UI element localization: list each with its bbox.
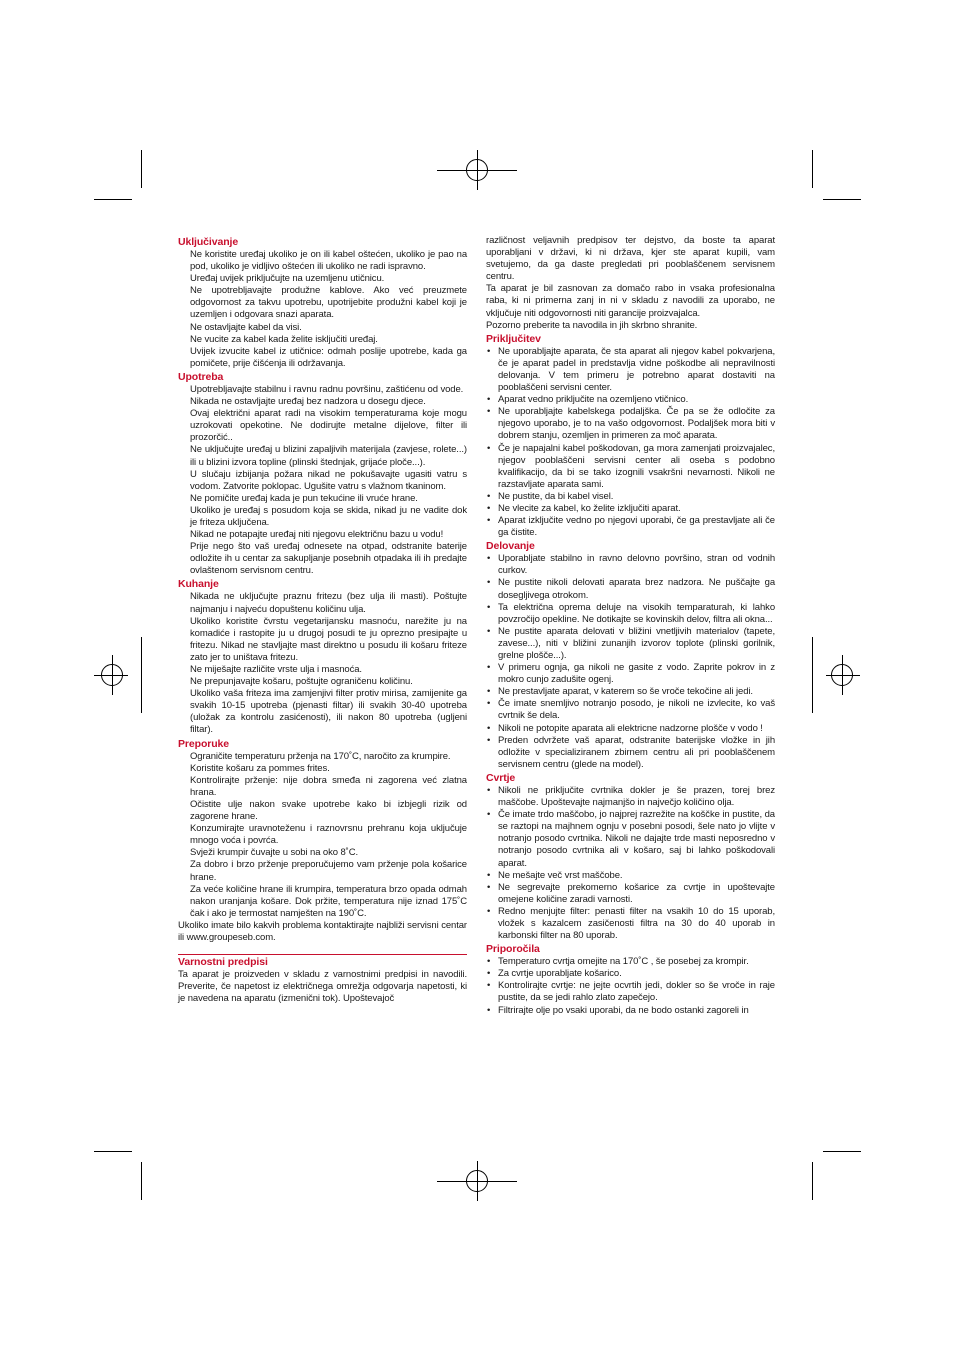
section-heading-cvrtje: Cvrtje — [486, 771, 516, 784]
crop-mark — [141, 1162, 142, 1200]
bullet-item: • Ne pustite aparata delovati v bližini vnetljivih materialov (tapete, zavese...), niti v bližini zunanjih izvorov toplote (plinski gorilnik, grelne plošče...). — [486, 626, 775, 662]
right-column — [486, 235, 775, 1017]
section-heading-prikljucitev: Priključitev — [486, 332, 541, 345]
bullet-item: • Aparat izključite vedno po njegovi uporabi, če ga prestavljate ali če ga čistite. — [486, 515, 775, 539]
bullet-item: • V primeru ognja, ga nikoli ne gasite z vodo. Zaprite pokrov in z mokro cunjo zadušite ogenj. — [486, 662, 775, 686]
bullet-item: • Filtrirajte olje po vsaki uporabi, da ne bodo ostanki zagoreli in — [486, 1005, 775, 1017]
bullet-item: • Ne pustite, da bi kabel visel. — [486, 491, 775, 503]
section-heading-priporocila: Priporočila — [486, 943, 540, 956]
paragraph: Za dobro i brzo prženje preporučujemo vam prženje pola košarice hrane. — [190, 859, 467, 883]
left-column — [178, 235, 467, 1005]
paragraph: Nikada ne uključujte praznu fritezu (bez ulja ili masti). Poštujte najmanju i najveću dopuštenu količinu ulja. — [190, 591, 467, 615]
bullet-item: • Preden odvržete vaš aparat, odstranite baterijske vložke in jih odložite v specializiranem zbirnem centru ali pri pooblaščenem servisnem centru (glede na model). — [486, 735, 775, 771]
crop-mark — [812, 1162, 813, 1200]
paragraph: Nikada ne ostavljajte uređaj bez nadzora u dosegu djece. — [190, 396, 426, 408]
bullet-item: • Ne segrevajte prekomerno košarice za cvrtje in upoštevajte omejene količine zaradi varnosti. — [486, 882, 775, 906]
bullet-item: • Če je napajalni kabel poškodovan, ga mora zamenjati proizvajalec, njegov pooblaščeni servisni center ali oseba s podobno kvalifikacijo, da bi se tako izognili vsakršni nevarnosti. Nikoli ne razstavljate aparata sami. — [486, 443, 775, 491]
paragraph: Upotrebljavajte stabilnu i ravnu radnu površinu, zaštićenu od vode. — [190, 383, 464, 395]
paragraph: Ne pomičite uređaj kada je pun tekućine ili vruće hrane. — [190, 492, 418, 504]
paragraph: Ne vucite za kabel kada želite isključiti uređaj. — [190, 333, 378, 345]
paragraph: Svježi krumpir čuvajte u sobi na oko 8˚C. — [190, 847, 359, 859]
bullet-item: • Redno menjujte filter: penasti filter na vsakih 10 do 15 uporab, vložek s kazalcem zasičenosti filtra na 30 do 40 uporab in karbonski filter na 80 uporab. — [486, 906, 775, 942]
paragraph: Kontrolirajte prženje: nije dobra smeđa ni zagorena već zlatna hrana. — [190, 774, 467, 798]
paragraph: Ovaj električni aparat radi na visokim temperaturama koje mogu uzrokovati opekotine. Ne dodirujte metalne dijelove, filter ili prozorčić.. — [190, 408, 467, 444]
paragraph: Ta aparat je proizveden v skladu z varnostnimi predpisi in navodili. Preverite, če napetost iz električnega omrežja odgovarja napetosti, ki je navedena na aparatu (izmenični tok). Upoštevajoč — [178, 969, 467, 1005]
paragraph: Ta aparat je bil zasnovan za domačo rabo in vsaka profesionalna raba, ki ni primerna zanj in ni v skladu z navodili za uporabo, ne vključuje niti odgovornosti niti garancije proizvajalca. — [486, 283, 775, 319]
paragraph: Ograničite temperaturu prženja na 170˚C, naročito za krumpire. — [190, 750, 451, 762]
crop-mark — [94, 199, 132, 200]
paragraph: Nikad ne potapajte uređaj niti njegovu električnu bazu u vodu! — [190, 529, 444, 541]
bullet-item: • Če imate snemljivo notranjo posodo, je nikoli ne izvlecite, ko vaš cvrtnik še dela. — [486, 698, 775, 722]
crop-mark — [141, 150, 142, 188]
section-heading-preporuke: Preporuke — [178, 737, 230, 750]
bullet-item: • Ne pustite nikoli delovati aparata brez nadzora. Ne puščajte ga dosegljivega otrokom. — [486, 577, 775, 601]
paragraph: Uvijek izvucite kabel iz utičnice: odmah poslije upotrebe, kada ga pomičete, prije čišćenja ili održavanja. — [190, 345, 467, 369]
paragraph: Ne miješajte različite vrste ulja i masnoća. — [190, 664, 362, 675]
section-heading-ukljucivanje: Uključivanje — [178, 236, 239, 248]
bullet-item: • Nikoli ne priključite cvrtnika dokler je še prazen, torej brez maščobe. Upoštevajte najmanjšo in največjo količino olja. — [486, 785, 775, 809]
bullet-item: • Ne uporabljajte kabelskega podaljška. Če pa se že odločite za njegovo uporabo, je to na vašo odgovornost. Podaljšek mora biti v dobrem stanju, ozemljen in primeren za moč aparata. — [486, 406, 775, 442]
paragraph: Ukoliko koristite čvrstu vegetarijansku masnoću, narežite ju na komadiće i rastopite ju u drugoj posudi te ju oprezno presipajte u fritezu. Nikad ne stavljajte mast direktno u posudu ili košaru friteze zato jer to uništava fritezu. — [190, 615, 467, 663]
bullet-item: • Aparat vedno priključite na ozemljeno vtičnico. — [486, 394, 775, 406]
paragraph: Očistite ulje nakon svake upotrebe kako bi izbjegli rizik od zagorene hrane. — [190, 798, 467, 823]
crop-mark — [812, 150, 813, 188]
bullet-item: • Ne prestavljate aparat, v katerem so še vroče tekočine ali jedi. — [486, 686, 775, 698]
crop-mark — [823, 199, 861, 200]
paragraph: Pozorno preberite ta navodila in jih skrbno shranite. — [486, 319, 698, 331]
paragraph: Ukoliko je uređaj s posudom koja se skida, nikad ju ne vadite dok je friteza uključena. — [190, 504, 467, 528]
bullet-item: • Nikoli ne potopite aparata ali elektricne nadzorne plošče v vodo ! — [486, 723, 775, 735]
section-heading-kuhanje: Kuhanje — [178, 578, 219, 591]
section-heading-upotreba: Upotreba — [178, 370, 224, 383]
paragraph: Koristite košaru za pommes frites. — [190, 762, 330, 774]
crop-mark — [94, 1151, 132, 1152]
paragraph: Ne prepunjavajte košaru, poštujte ograničenu količinu. — [190, 676, 413, 688]
bullet-item: • Ne uporabljajte aparata, če sta aparat ali njegov kabel pokvarjena, če je aparat padel in predstavlja vidne poškodbe ali nepravilnosti delovanja. V tem primeru je potrebno aparat dostaviti na pooblaščeni servisni center. — [486, 346, 775, 394]
paragraph: U slučaju izbijanja požara nikad ne pokušavajte ugasiti vatru s vodom. Zatvorite poklopac. Ugušite vatru s vlažnom tkaninom. — [190, 468, 467, 492]
bullet-item: • Ne vlecite za kabel, ko želite izključiti aparat. — [486, 503, 775, 515]
paragraph: Ne uključujte uređaj u blizini zapaljivih materijala (zavjese, rolete...) ili u blizini izvora topline (plinski štednjak, grijaće ploče...). — [190, 444, 467, 468]
paragraph: Prije nego što vaš uređaj odnesete na otpad, odstranite baterije odložite ih u centar za sakupljanje posebnih otpadaka ili ih predajte ovlaštenom servisnom centru. — [190, 541, 467, 577]
paragraph: različnost veljavnih predpisov ter dejstvo, da boste ta aparat uporabljani v državi, ki ni država, kjer ste aparat kupili, vam svetujemo, da ga daste pregledati pri pooblaščenem servisnem centru. — [486, 235, 775, 283]
bullet-item: • Kontrolirajte cvrtje: ne jejte ocvrtih jedi, dokler so še vroče in raje pustite, da se jedi rahlo zlato zapečejo. — [486, 980, 775, 1004]
section-heading-delovanje: Delovanje — [486, 540, 535, 553]
bullet-item: • Ta električna oprema deluje na visokih temparaturah, ki lahko povzročijo opekline. Ne dotikajte se kovinskih delov, filtra ali okna... — [486, 602, 775, 626]
paragraph: Ukoliko vaša friteza ima zamjenjivi filter protiv mirisa, zamijenite ga svakih 10-15 upotreba (pjenasti filtar) ili svakih 30-40 upotreba (uložak za kontrolu zasićenosti), ili nakon 80 upotreba (ugljeni filtar). — [190, 688, 467, 736]
paragraph: Uređaj uvijek priključujte na uzemljenu utičnicu. — [190, 273, 385, 285]
paragraph-service-contact: Ukoliko imate bilo kakvih problema kontaktirajte najbliži servisni centar ili www.groupeseb.com. — [178, 919, 467, 943]
bullet-item: • Uporabljate stabilno in ravno delovno površino, stran od vodnih curkov. — [486, 553, 775, 577]
paragraph: Ne upotrebljavajte produžne kablove. Ako već preuzmete odgovornost za takvu upotrebu, upotrijebite produžni kabel koji je uzemljen i odgovara snazi aparata. — [190, 285, 467, 321]
paragraph: Za veće količine hrane ili krumpira, temperatura brzo opada odmah nakon uranjanja košare. Dok pržite, temperatura nije iznad 175˚C čak i ako je termostat namješten na 190˚C. — [190, 883, 467, 919]
crop-mark — [823, 1151, 861, 1152]
bullet-item: • Temperaturo cvrtja omejite na 170˚C , še posebej za krompir. — [486, 956, 775, 968]
bullet-item: • Če imate trdo maščobo, jo najprej razrežite na koščke in pustite, da se raztopi na majhnem ognju v posebni posodi, šele nato jo vlijte v notranjo posodo cvrtnika. Nikoli ne dajajte trde masti neposredno v notranjo posodo cvrtnika ali v košaro, saj bi lahko poškodovali aparat. — [486, 809, 775, 869]
bullet-item: • Za cvrtje uporabljate košarico. — [486, 968, 775, 980]
paragraph: Konzumirajte uravnoteženu i raznovrsnu prehranu koja uključuje mnogo voća i povrća. — [190, 823, 467, 847]
paragraph: Ne ostavljajte kabel da visi. — [190, 321, 302, 333]
section-heading-varnostni-predpisi: Varnostni predpisi — [178, 954, 467, 969]
bullet-item: • Ne mešajte več vrst maščobe. — [486, 870, 775, 882]
paragraph: Ne koristite uređaj ukoliko je on ili kabel oštećen, ukoliko je pao na pod, ukoliko je vidljivo oštećen ili ukoliko ne radi ispravno. — [190, 249, 467, 273]
